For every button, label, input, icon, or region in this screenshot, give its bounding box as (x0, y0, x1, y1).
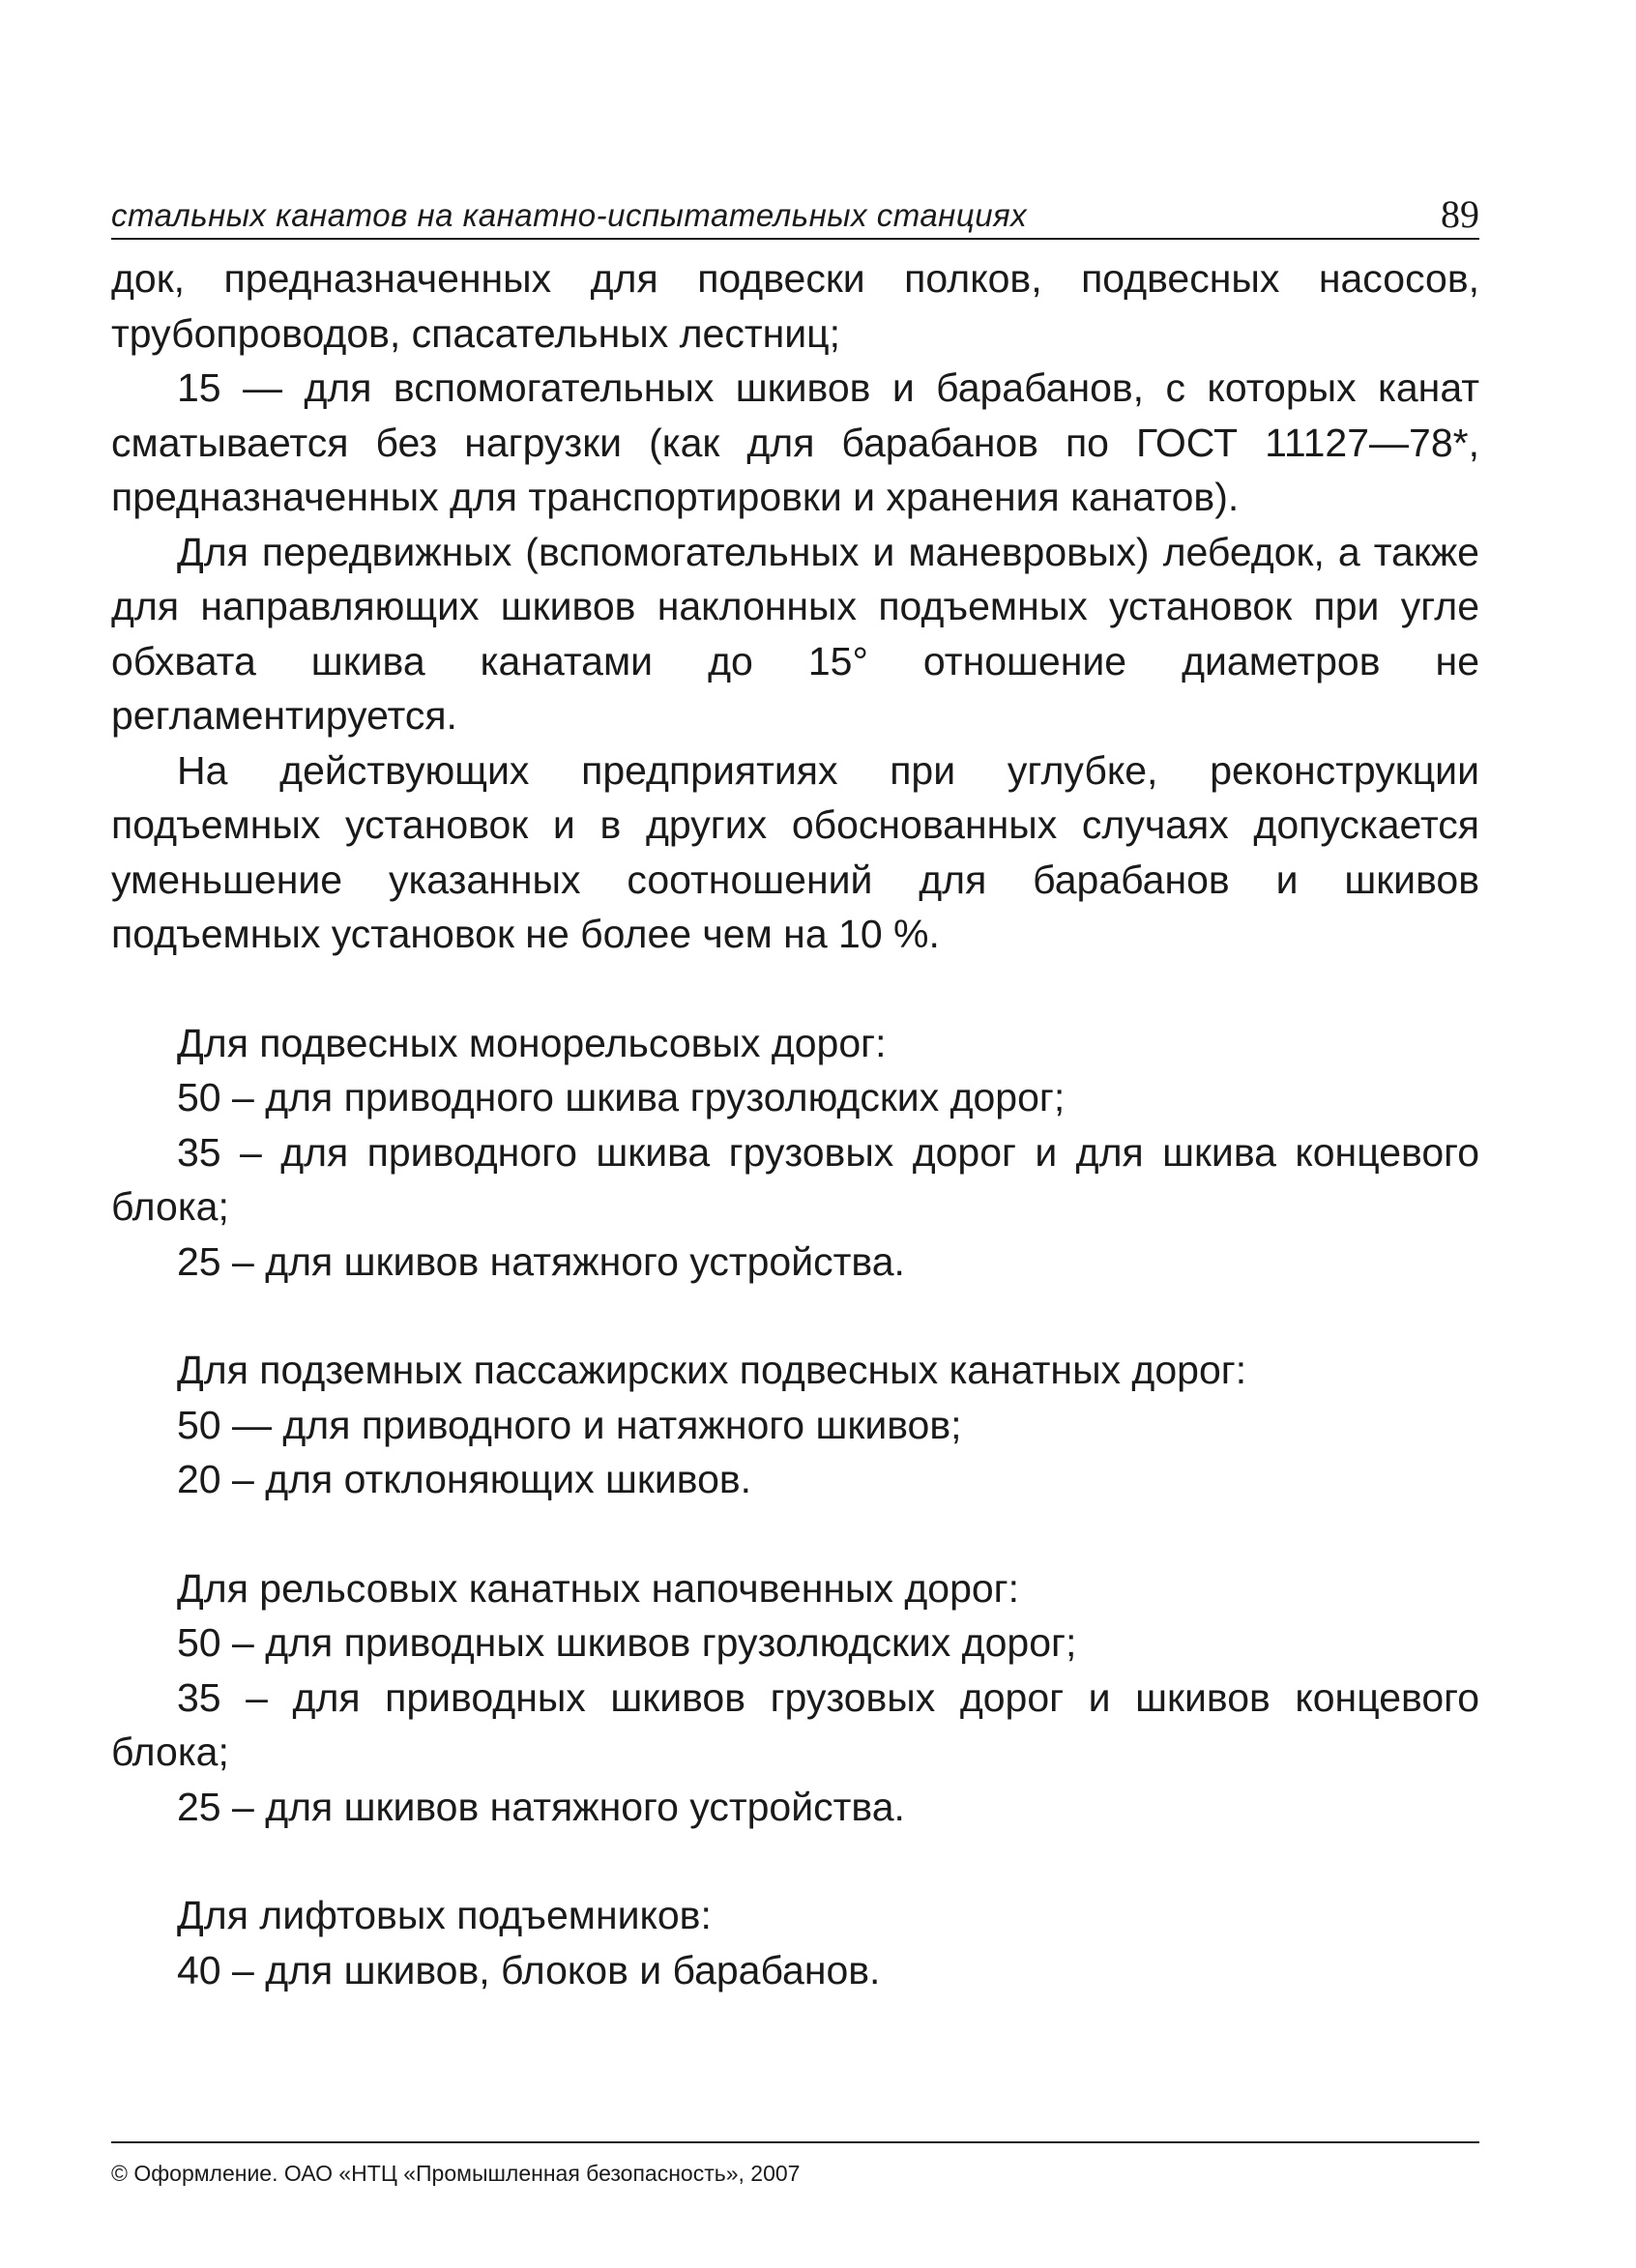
page-footer (111, 2141, 1479, 2187)
section-heading: Для подземных пассажирских подвесных канатных дорог: (177, 1348, 1247, 1392)
running-header (111, 184, 1479, 240)
list-item: 20 – для отклоняющих шкивов. (177, 1457, 752, 1501)
section-heading: Для рельсовых канатных напочвенных дорог: (177, 1565, 1020, 1611)
section-passenger-ropeways (111, 1343, 1479, 1507)
paragraph: На действующих предприятиях при углубке, реконструкции подъемных установок и в других обоснованных случаях допускается уменьшение указанных соотношений для барабанов и шкивов подъемных установок не более чем на 10 %. (111, 747, 1479, 956)
paragraph: док, предназначенных для подвески полков, подвесных насосов, трубопроводов, спасательных лестниц; (111, 256, 1479, 356)
section-rail-ropeways (111, 1561, 1479, 1835)
section-monorail (111, 1016, 1479, 1290)
list-item: 25 – для шкивов натяжного устройства. (177, 1784, 905, 1829)
body-text (111, 251, 1479, 1997)
paragraph: 15 — для вспомогательных шкивов и барабанов, с которых канат сматывается без нагрузки (как для барабанов по ГОСТ 11127—78*, предназначенных для транспортировки и хранения канатов). (111, 365, 1479, 519)
list-item: 25 – для шкивов натяжного устройства. (177, 1238, 905, 1284)
section-heading: Для лифтовых подъемников: (177, 1893, 712, 1937)
copyright-text: © Оформление. ОАО «НТЦ «Промышленная безопасность», 2007 (111, 2161, 801, 2186)
section-gap (111, 1507, 1479, 1561)
list-item: 50 – для приводных шкивов грузолюдских дорог; (177, 1620, 1077, 1665)
section-gap (111, 962, 1479, 1016)
document-page (111, 184, 1479, 1997)
section-gap (111, 1834, 1479, 1888)
paragraph: Для передвижных (вспомогательных и маневровых) лебедок, а также для направляющих шкивов наклонных подъемных установок при угле обхвата шкива канатами до 15° отношение диаметров не регламентируется. (111, 529, 1479, 738)
list-item: 35 – для приводного шкива грузовых дорог и для шкива концевого блока; (111, 1129, 1479, 1229)
list-item: 50 — для приводного и натяжного шкивов; (177, 1402, 962, 1447)
list-item: 50 – для приводного шкива грузолюдских дорог; (177, 1075, 1066, 1119)
list-item: 40 – для шкивов, блоков и барабанов. (177, 1947, 881, 1992)
section-heading: Для подвесных монорельсовых дорог: (177, 1020, 887, 1065)
section-gap (111, 1289, 1479, 1343)
running-title: стальных канатов на канатно-испытательных станциях (111, 197, 1028, 233)
section-lifts (111, 1888, 1479, 1997)
list-item: 35 – для приводных шкивов грузовых дорог и шкивов концевого блока; (111, 1674, 1479, 1774)
page-number: 89 (1441, 192, 1479, 236)
